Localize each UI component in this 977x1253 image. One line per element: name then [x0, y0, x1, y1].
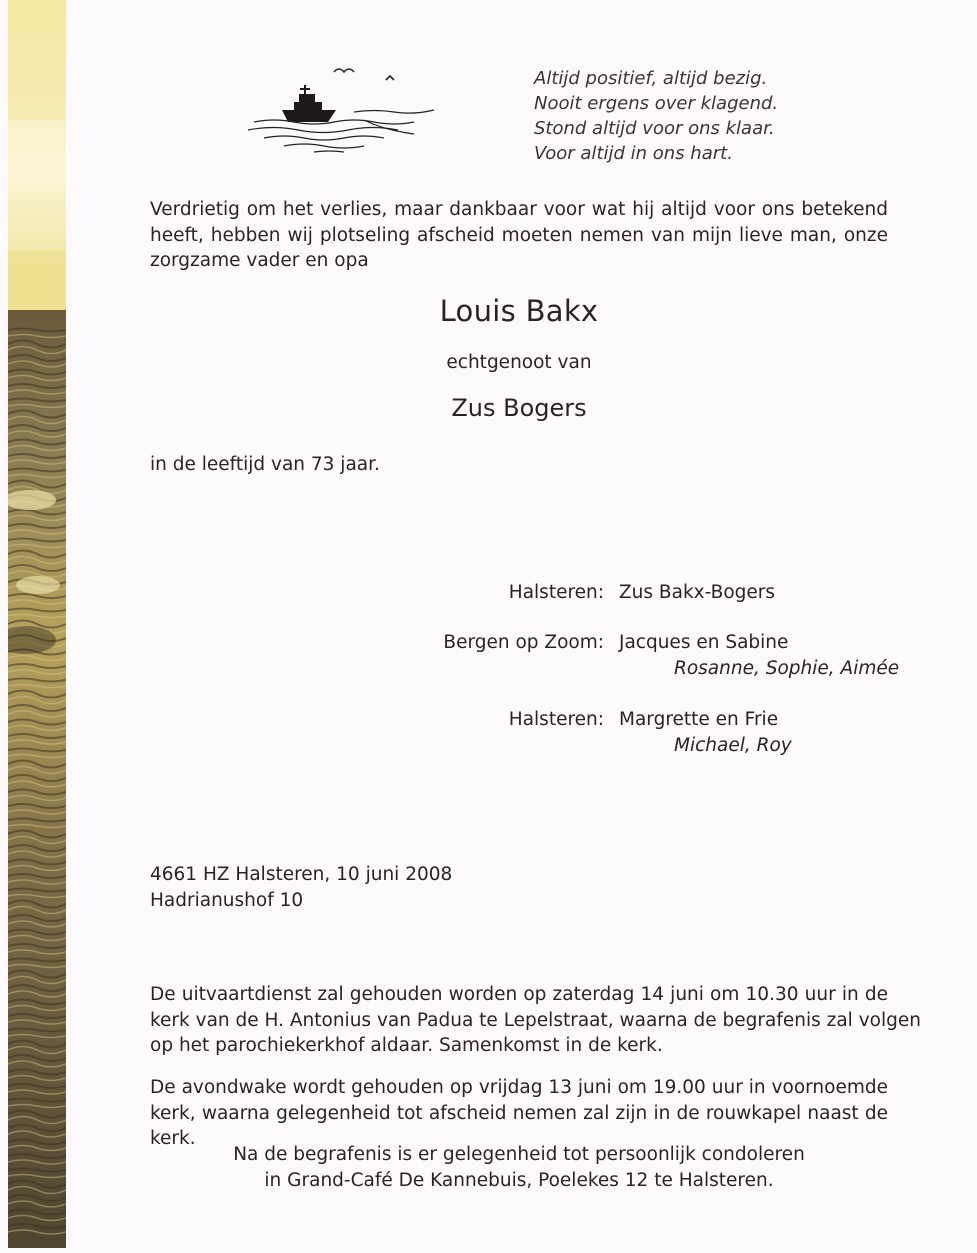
address-line: 4661 HZ Halsteren, 10 juni 2008 [150, 864, 453, 885]
family-grandchildren: Michael, Roy [674, 735, 792, 756]
family-place: Bergen op Zoom: [443, 632, 604, 653]
boat-icon [282, 85, 336, 122]
poem [534, 66, 778, 166]
condolence-line: in Grand-Café De Kannebuis, Poelekes 12 te Halsteren. [264, 1169, 774, 1191]
family-place: Halsteren: [508, 709, 604, 730]
deceased-name: Louis Bakx [439, 294, 599, 328]
address-line: Hadrianushof 10 [150, 889, 304, 911]
decorative-photo-strip [8, 0, 66, 1248]
spouse-label: echtgenoot van [446, 352, 592, 373]
condolence-line: Na de begrafenis is er gelegenheid tot persoonlijk condoleren [233, 1144, 805, 1165]
poem-line: Stond altijd voor ons klaar. [534, 118, 775, 139]
poem-line: Nooit ergens over klagend. [534, 93, 779, 114]
family-names: Margrette en Frie [619, 709, 779, 730]
vigil-line: kerk, waarna gelegenheid tot afscheid nemen zal zijn in de rouwkapel naast de [150, 1102, 888, 1124]
poem-line: Altijd positief, altijd bezig. [534, 68, 768, 89]
funeral-line: kerk van de H. Antonius van Padua te Lepelstraat, waarna de begrafenis zal volgen [150, 1009, 921, 1031]
vigil-line: De avondwake wordt gehouden op vrijdag 13 juni om 19.00 uur in voornoemde [150, 1077, 888, 1098]
funeral-paragraph [150, 982, 921, 1059]
poem-line: Voor altijd in ons hart. [534, 143, 733, 164]
vigil-paragraph [150, 1075, 888, 1152]
sand-ripple-photo [8, 0, 66, 1248]
intro-line: zorgzame vader en opa [150, 250, 369, 271]
intro-line: Verdrietig om het verlies, maar dankbaar voor wat hij altijd voor ons betekend [150, 199, 888, 220]
condolence-text [150, 1142, 888, 1193]
family-grandchildren: Rosanne, Sophie, Aimée [674, 658, 900, 679]
boat-at-sea-illustration [244, 60, 436, 160]
vigil-line: kerk. [150, 1128, 196, 1149]
age-text: in de leeftijd van 73 jaar. [150, 454, 380, 475]
family-names: Zus Bakx-Bogers [619, 582, 776, 603]
waves [248, 110, 434, 152]
funeral-line: De uitvaartdienst zal gehouden worden op zaterdag 14 juni om 10.30 uur in de [150, 984, 888, 1005]
bird-icon [334, 69, 394, 80]
intro-paragraph [150, 197, 888, 274]
intro-line: heeft, hebben wij plotseling afscheid moeten nemen van mijn lieve man, onze [150, 224, 888, 246]
address-block [150, 862, 452, 913]
family-names: Jacques en Sabine [619, 632, 789, 653]
funeral-line: op het parochiekerkhof aldaar. Samenkomst in de kerk. [150, 1035, 663, 1056]
spouse-name: Zus Bogers [451, 394, 587, 422]
family-place: Halsteren: [508, 582, 604, 603]
